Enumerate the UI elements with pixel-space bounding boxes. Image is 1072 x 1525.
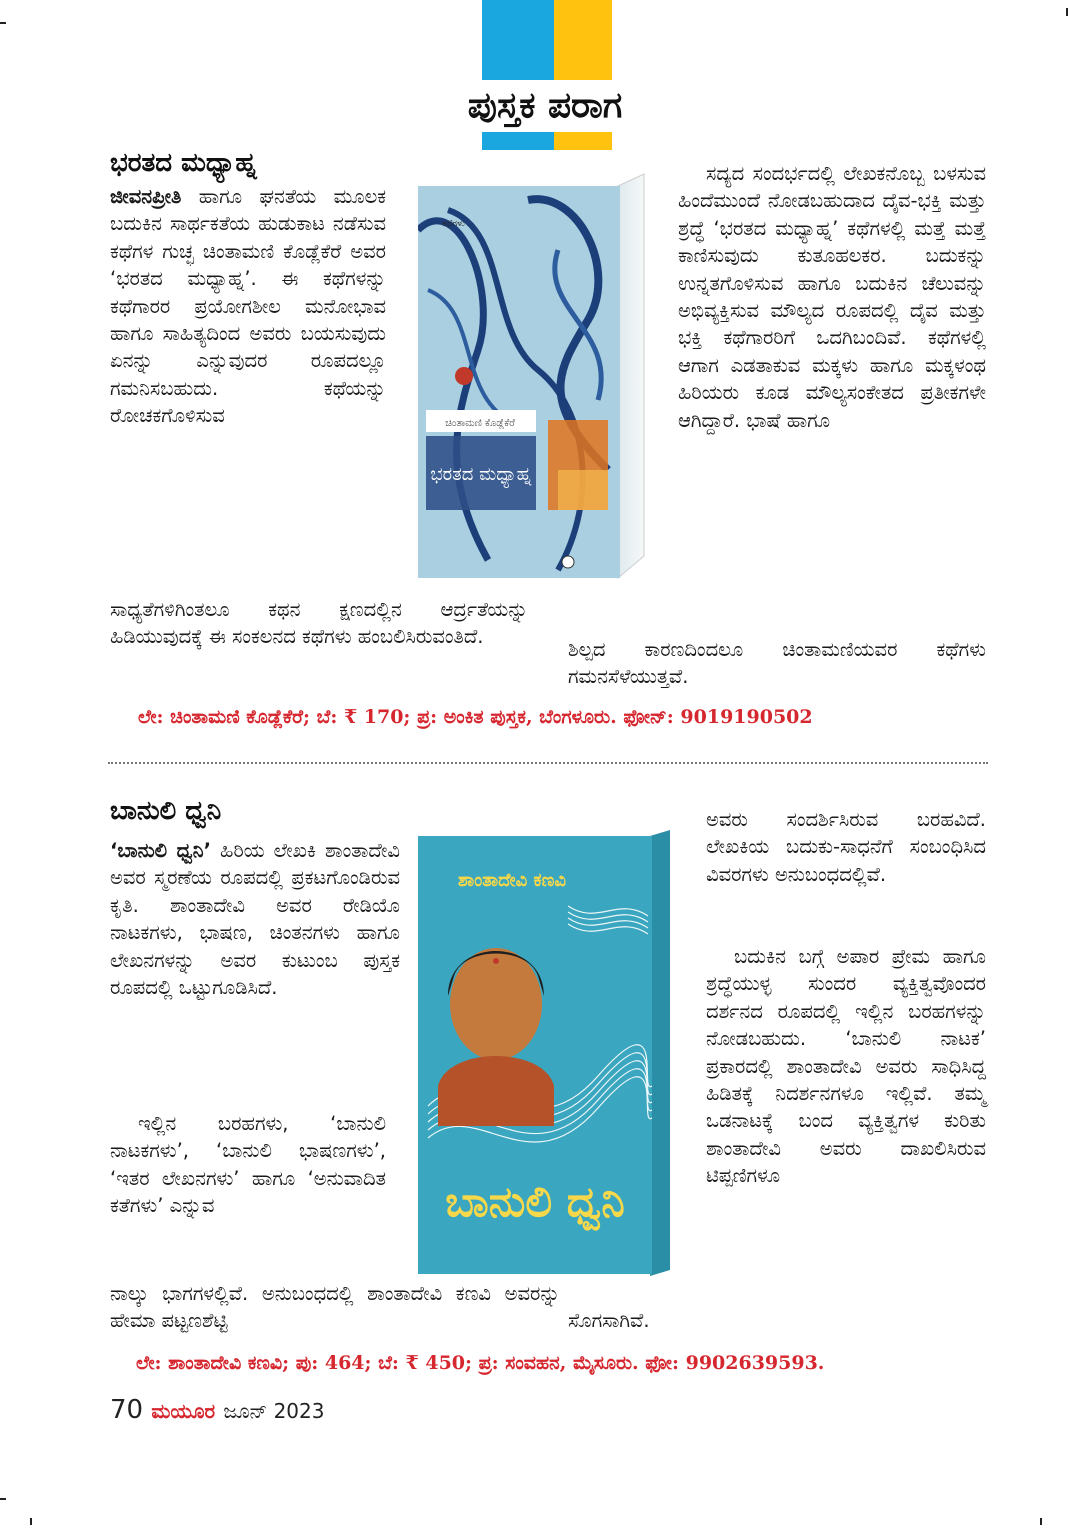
issue-date: ಜೂನ್ 2023 [223, 1399, 325, 1423]
review2-column2-text: ಅವರು ಸಂದರ್ಶಿಸಿರುವ ಬರಹವಿದೆ. ಲೇಖಕಿಯ ಬದುಕು-ಸಾಧನೆಗೆ ಸಂಬಂಧಿಸಿದ ವಿವರಗಳು ಅನುಬಂಧದಲ್ಲಿವೆ. [706, 808, 986, 886]
page-number: 70 [110, 1395, 144, 1425]
review1-column1-wide [110, 596, 528, 651]
review1-credit: ಲೇ: ಚಿಂತಾಮಣಿ ಕೊಡ್ಲೆಕೆರೆ; ಬೆ: ₹ 170; ಪ್ರ: ಅಂಕಿತ ಪುಸ್ತಕ, ಬೆಂಗಳೂರು. ಫೋನ್: 9019190502 [138, 706, 813, 728]
review1-column1-text: ಹಾಗೂ ಘನತೆಯ ಮೂಲಕ ಬದುಕಿನ ಸಾರ್ಥಕತೆಯ ಹುಡುಕಾಟ ನಡೆಸುವ ಕಥೆಗಳ ಗುಚ್ಛ ಚಿಂತಾಮಣಿ ಕೊಡ್ಲೆಕೆರೆ ಅವರ ‘ಭರತದ ಮಧ್ಯಾಹ್ನ’. ಈ ಕಥೆಗಳನ್ನು ಕಥೆಗಾರರ ಪ್ರಯೋಗಶೀಲ ಮನೋಭಾವ ಹಾಗೂ ಸಾಹಿತ್ಯದಿಂದ ಅವರು ಬಯಸುವುದು ಏನನ್ನು ಎನ್ನುವುದರ ರೂಪದಲ್ಲೂ ಗಮನಿಸಬಹುದು. ಕಥೆಯನ್ನು ರೋಚಕಗೊಳಿಸುವ [110, 185, 386, 428]
crop-mark [1040, 1518, 1042, 1525]
review1-column2-wide [568, 636, 986, 691]
crop-mark [0, 1498, 6, 1500]
review2-title: ಬಾನುಲಿ ಧ್ವನಿ [110, 796, 222, 826]
book1-cover-top: ಕಥೆಗಳು [442, 219, 465, 229]
review1-column2-wide-text: ಶಿಲ್ಪದ ಕಾರಣದಿಂದಲೂ ಚಿಂತಾಮಣಿಯವರ ಕಥೆಗಳು ಗಮನಸೆಳೆಯುತ್ತವೆ. [568, 638, 986, 689]
review2-column2-wide-text: ಸೊಗಸಾಗಿವೆ. [568, 1309, 650, 1332]
book1-cover-title: ಭರತದ ಮಧ್ಯಾಹ್ನ [430, 464, 532, 485]
review2-column1-p2-text: ಇಲ್ಲಿನ ಬರಹಗಳು, ‘ಬಾನುಲಿ ನಾಟಕಗಳು’, ‘ಬಾನುಲಿ ಭಾಷಣಗಳು’, ‘ಇತರ ಲೇಖನಗಳು’ ಹಾಗೂ ‘ಅನುವಾದಿತ ಕತೆಗಳು’ ಎನ್ನುವ [110, 1112, 386, 1218]
review2-column1-wide-text: ನಾಲ್ಕು ಭಾಗಗಳಲ್ಲಿವೆ. ಅನುಬಂಧದಲ್ಲಿ ಶಾಂತಾದೇವಿ ಕಣವಿ ಅವರನ್ನು ಹೇಮಾ ಪಟ್ಟಣಶೆಟ್ಟಿ [110, 1282, 560, 1333]
crop-mark [0, 22, 6, 24]
review1-title: ಭರತದ ಮಧ್ಯಾಹ್ನ [110, 148, 257, 178]
book-cover-bharatada-madhyahna [418, 170, 648, 582]
review1-column2-text: ಸದ್ಯದ ಸಂದರ್ಭದಲ್ಲಿ ಲೇಖಕನೊಬ್ಬ ಬಳಸುವ ಹಿಂದೆಮುಂದೆ ನೋಡಬಹುದಾದ ದೈವ-ಭಕ್ತಿ ಮತ್ತು ಶ್ರದ್ಧೆ ‘ಭರತದ ಮಧ್ಯಾಹ್ನ’ ಕಥೆಗಳಲ್ಲಿ ಮತ್ತೆ ಮತ್ತೆ ಕಾಣಿಸುವುದು ಕುತೂಹಲಕರ. ಬದುಕನ್ನು ಉನ್ನತಗೊಳಿಸುವ ಹಾಗೂ ಬದುಕಿನ ಚೆಲುವನ್ನು ಅಭಿವ್ಯಕ್ತಿಸುವ ಮೌಲ್ಯದ ರೂಪದಲ್ಲಿ ದೈವ ಮತ್ತು ಭಕ್ತಿ ಕಥೆಗಾರರಿಗೆ ಒದಗಿಬಂದಿವೆ. ಕಥೆಗಳಲ್ಲಿ ಆಗಾಗ ಎಡತಾಕುವ ಮಕ್ಕಳು ಹಾಗೂ ಮಕ್ಕಳಂಥ ಹಿರಿಯರು ಕೂಡ ಮೌಲ್ಯಸಂಕೇತದ ಪ್ರತೀಕಗಳೇ ಆಗಿದ್ದಾರೆ. ಭಾಷೆ ಹಾಗೂ [678, 162, 986, 432]
review2-credit: ಲೇ: ಶಾಂತಾದೇವಿ ಕಣವಿ; ಪು: 464; ಬೆ: ₹ 450; ಪ್ರ: ಸಂವಹನ, ಮೈಸೂರು. ಫೋ: 9902639593. [136, 1352, 825, 1374]
review1-column2 [678, 160, 986, 434]
review2-column2-p2 [706, 943, 986, 1190]
review2-column2-wide [568, 1307, 708, 1334]
review2-column1-wide [110, 1280, 560, 1335]
review2-intro-bold: ‘ಬಾನುಲಿ ಧ್ವನಿ’ [110, 839, 212, 862]
review2-column2 [706, 806, 986, 888]
section-title: ಪುಸ್ತಕ ಪರಾಗ [440, 80, 650, 132]
crop-mark [30, 1518, 32, 1525]
book1-cover-author: ಚಿಂತಾಮಣಿ ಕೊಡ್ಲೆಕೆರೆ [445, 418, 515, 429]
review2-column1 [110, 837, 400, 1001]
book2-cover-author: ಶಾಂತಾದೇವಿ ಕಣವಿ [458, 870, 566, 891]
review1-column1 [110, 183, 386, 430]
magazine-name: ಮಯೂರ [151, 1399, 216, 1423]
crop-mark [1066, 8, 1068, 16]
review2-column1-text: ಹಿರಿಯ ಲೇಖಕಿ ಶಾಂತಾದೇವಿ ಅವರ ಸ್ಮರಣೆಯ ರೂಪದಲ್ಲಿ ಪ್ರಕಟಗೊಂಡಿರುವ ಕೃತಿ. ಶಾಂತಾದೇವಿ ಅವರ ರೇಡಿಯೊ ನಾಟಕಗಳು, ಭಾಷಣ, ಚಿಂತನಗಳು ಹಾಗೂ ಲೇಖನಗಳನ್ನು ಅವರ ಕುಟುಂಬ ಪುಸ್ತಕ ರೂಪದಲ್ಲಿ ಒಟ್ಟುಗೂಡಿಸಿದೆ. [110, 839, 401, 1000]
section-divider [108, 762, 988, 764]
page-footer [110, 1395, 324, 1425]
review2-column1-p2 [110, 1110, 386, 1220]
book-cover-banuli-dhvani [418, 826, 673, 1276]
review2-column2-p2-text: ಬದುಕಿನ ಬಗ್ಗೆ ಅಪಾರ ಪ್ರೇಮ ಹಾಗೂ ಶ್ರದ್ಧೆಯುಳ್ಳ ಸುಂದರ ವ್ಯಕ್ತಿತ್ವವೊಂದರ ದರ್ಶನದ ರೂಪದಲ್ಲಿ ಇಲ್ಲಿನ ಬರಹಗಳನ್ನು ನೋಡಬಹುದು. ‘ಬಾನುಲಿ ನಾಟಕ’ ಪ್ರಕಾರದಲ್ಲಿ ಶಾಂತಾದೇವಿ ಅವರು ಸಾಧಿಸಿದ್ದ ಹಿಡಿತಕ್ಕೆ ನಿದರ್ಶನಗಳೂ ಇಲ್ಲಿವೆ. ತಮ್ಮ ಒಡನಾಟಕ್ಕೆ ಬಂದ ವ್ಯಕ್ತಿತ್ವಗಳ ಕುರಿತು ಶಾಂತಾದೇವಿ ಅವರು ದಾಖಲಿಸಿರುವ ಟಿಪ್ಪಣಿಗಳೂ [706, 945, 986, 1188]
book2-cover-title: ಬಾನುಲಿ ಧ್ವನಿ [445, 1177, 625, 1226]
review1-column1-wide-text: ಸಾಧ್ಯತೆಗಳಿಗಿಂತಲೂ ಕಥನ ಕ್ಷಣದಲ್ಲಿನ ಆರ್ದ್ರತೆಯನ್ನು ಹಿಡಿಯುವುದಕ್ಕೆ ಈ ಸಂಕಲನದ ಕಥೆಗಳು ಹಂಬಲಿಸಿರುವಂತಿದೆ. [110, 598, 528, 649]
review1-intro-bold: ಜೀವನಪ್ರೀತಿ [110, 185, 182, 208]
